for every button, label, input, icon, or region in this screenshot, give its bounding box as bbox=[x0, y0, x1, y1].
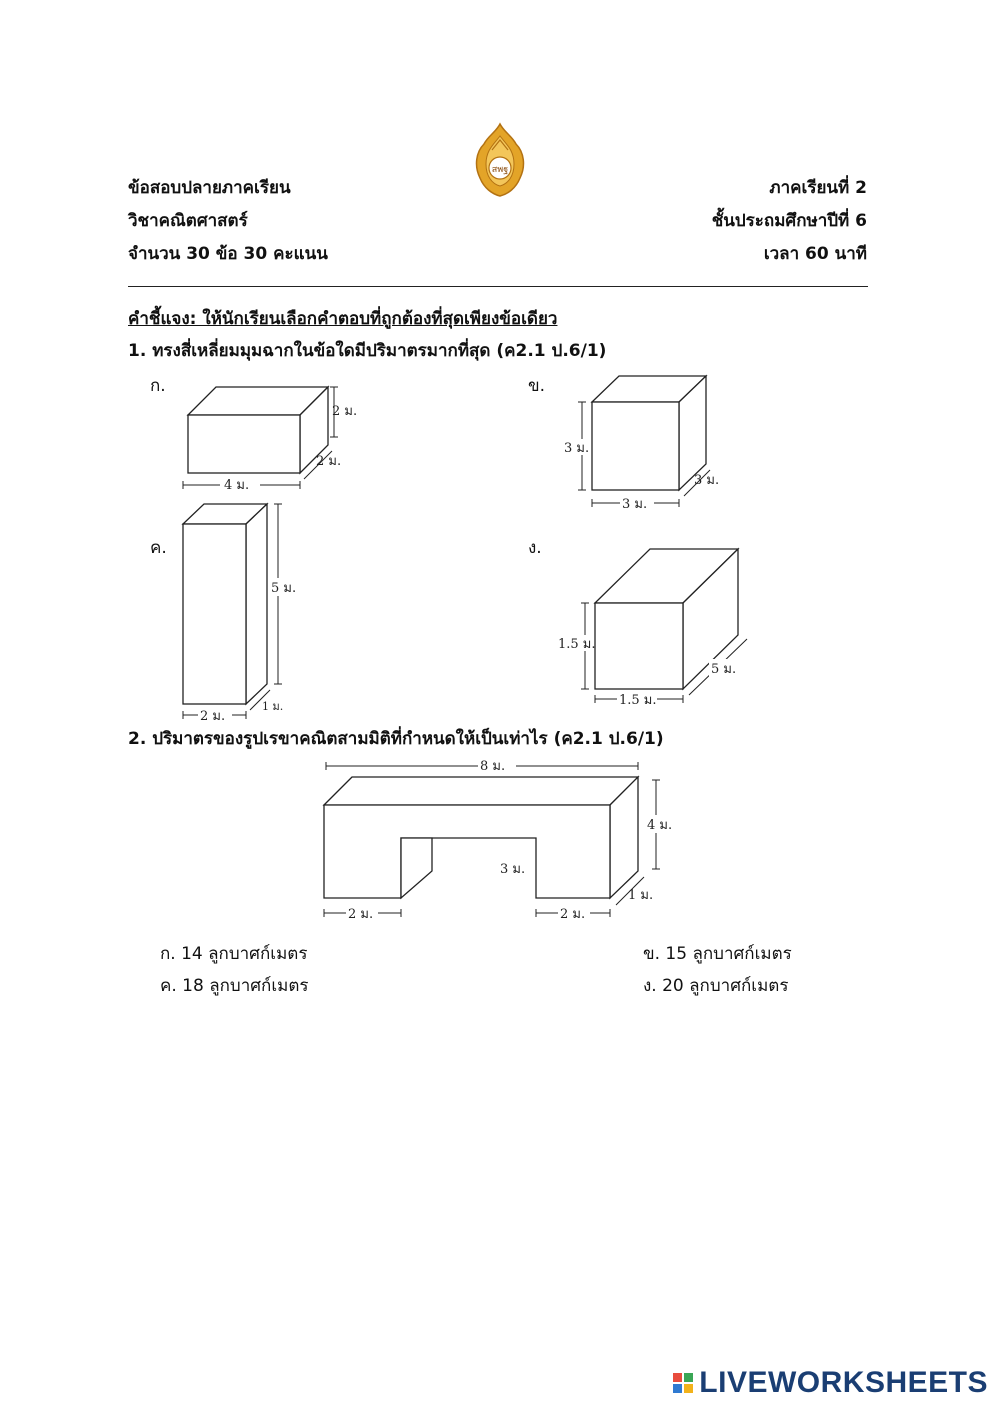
emblem-text: สพฐ bbox=[491, 165, 509, 175]
header-time: เวลา 60 นาที bbox=[763, 244, 867, 264]
box-c-depth-label: 1 ม. bbox=[262, 700, 284, 713]
box-c-side bbox=[246, 504, 267, 704]
school-emblem bbox=[470, 122, 530, 198]
q2-option-d[interactable]: ง. 20 ลูกบาศก์เมตร bbox=[643, 976, 789, 996]
box-c-width-label: 2 ม. bbox=[200, 709, 226, 724]
header-subject: วิชาคณิตศาสตร์ bbox=[128, 211, 248, 231]
header-exam-title: ข้อสอบปลายภาคเรียน bbox=[128, 178, 291, 198]
box-c-height-label: 5 ม. bbox=[271, 581, 297, 596]
box-a-depth-label: 2 ม. bbox=[316, 454, 342, 469]
q1-option-a-label[interactable]: ก. bbox=[150, 376, 166, 396]
box-c-front bbox=[183, 524, 246, 704]
q1-box-c-figure bbox=[170, 500, 310, 728]
box-b-front bbox=[592, 402, 679, 490]
q2-left-leg-label: 2 ม. bbox=[348, 907, 374, 922]
q2-right-leg-label: 2 ม. bbox=[560, 907, 586, 922]
q1-box-d-figure bbox=[555, 545, 765, 715]
q2-inner-left-face bbox=[401, 838, 432, 898]
q2-top-face bbox=[324, 777, 638, 805]
logo-squares-icon bbox=[673, 1373, 693, 1393]
box-d-width-label: 1.5 ม. bbox=[619, 693, 657, 708]
box-b-width-label: 3 ม. bbox=[622, 497, 648, 512]
box-a-front bbox=[188, 415, 300, 473]
q1-box-b-figure bbox=[560, 372, 730, 517]
q1-option-b-label[interactable]: ข. bbox=[528, 376, 546, 396]
question-2-text: 2. ปริมาตรของรูปเรขาคณิตสามมิติที่กำหนดให้เป็นเท่าไร (ค2.1 ป.6/1) bbox=[128, 729, 664, 749]
q2-front-face bbox=[324, 805, 610, 898]
liveworksheets-logo bbox=[673, 1366, 988, 1400]
box-b-depth-label: 3 ม. bbox=[694, 473, 720, 488]
q2-depth-label: 1 ม. bbox=[628, 888, 654, 903]
header-grade: ชั้นประถมศึกษาปีที่ 6 bbox=[711, 211, 867, 231]
q2-option-c[interactable]: ค. 18 ลูกบาศก์เมตร bbox=[160, 976, 309, 996]
q2-gap-height-label: 3 ม. bbox=[500, 862, 526, 877]
header-question-count: จำนวน 30 ข้อ 30 คะแนน bbox=[128, 244, 328, 264]
instructions: คำชี้แจง: ให้นักเรียนเลือกคำตอบที่ถูกต้องที่สุดเพียงข้อเดียว bbox=[128, 309, 558, 329]
box-a-height-label: 2 ม. bbox=[332, 404, 358, 419]
header-divider bbox=[128, 286, 868, 287]
box-d-front bbox=[595, 603, 683, 689]
q2-length-label: 8 ม. bbox=[480, 759, 506, 774]
q2-option-b[interactable]: ข. 15 ลูกบาศก์เมตร bbox=[643, 944, 792, 964]
question-1-text: 1. ทรงสี่เหลี่ยมมุมฉากในข้อใดมีปริมาตรมากที่สุด (ค2.1 ป.6/1) bbox=[128, 341, 607, 361]
box-d-depth-label: 5 ม. bbox=[711, 662, 737, 677]
q2-height-label: 4 ม. bbox=[647, 818, 673, 833]
q2-shape-figure bbox=[310, 755, 690, 925]
box-b-height-label: 3 ม. bbox=[564, 441, 590, 456]
header-semester: ภาคเรียนที่ 2 bbox=[769, 178, 867, 198]
q1-box-a-figure bbox=[170, 375, 370, 500]
q1-option-c-label[interactable]: ค. bbox=[150, 538, 167, 558]
q1-option-d-label[interactable]: ง. bbox=[528, 538, 542, 558]
brand-text: LIVEWORKSHEETS bbox=[699, 1366, 988, 1399]
box-a-width-label: 4 ม. bbox=[224, 478, 250, 493]
q2-option-a[interactable]: ก. 14 ลูกบาศก์เมตร bbox=[160, 944, 308, 964]
box-d-height-label: 1.5 ม. bbox=[558, 637, 596, 652]
